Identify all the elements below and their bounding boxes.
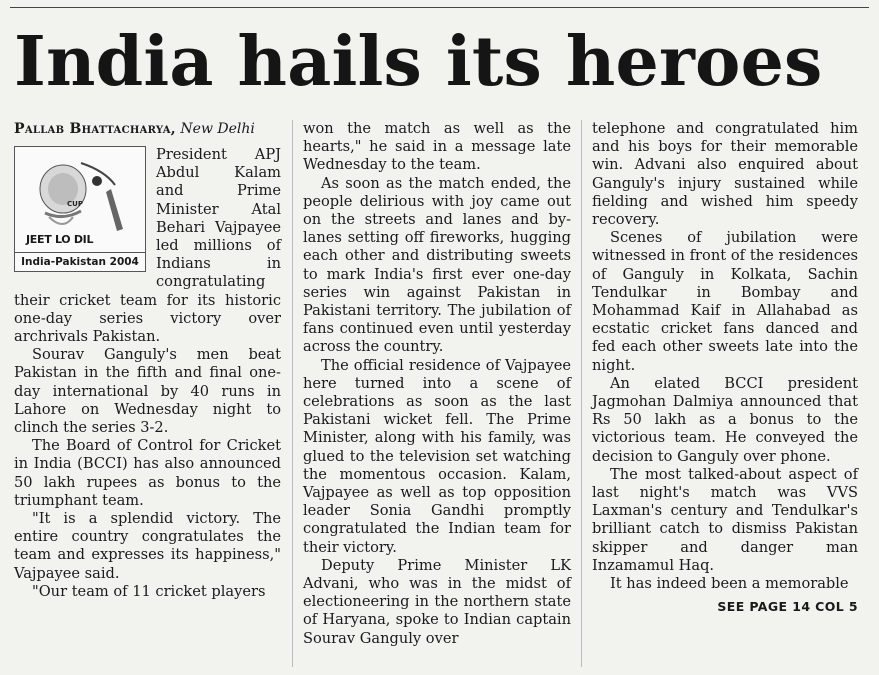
logo-cup-label: CUP [67,200,83,208]
paragraph: The official residence of Vajpayee here turned into a scene of celebrations as soon as the last Pakistani wicket fell. The Prime Minister, along with his family, was glued to the television set watching the momentous occasion. Kalam, Vajpayee as well as top opposition leader Sonia Gandhi promptly congratulated the Indian team for their victory. [303,356,571,556]
article-column-3 [592,120,858,616]
paragraph: won the match as well as the hearts," he said in a message late Wednesday to the team. [303,120,571,174]
paragraph: "Our team of 11 cricket players [32,582,266,600]
paragraph: Deputy Prime Minister LK Advani, who was in the midst of electioneering in the northern state of Haryana, spoke to Indian captain Sourav Ganguly over [303,556,571,647]
paragraph: President APJ Abdul Kalam and Prime Minister Atal Behari Vajpayee led millions of Indians in congratulating their cricket team for its historic one-day series victory over archrivals Pakistan. [14,146,281,346]
paragraph: An elated BCCI president Jagmohan Dalmiya announced that Rs 50 lakh as a bonus to the victorious team. He conveyed the decision to Ganguly over phone. [592,374,858,465]
paragraph: "It is a splendid victory. The entire country congratulates the team and expresses its happiness," Vajpayee said. [14,510,281,582]
column-divider [581,120,582,667]
paragraph: telephone and congratulated him and his boys for their memorable win. Advani also enquired about Ganguly's injury sustained while fielding and wished him speedy recovery. [592,120,858,229]
paragraph: Sourav Ganguly's men beat Pakistan in the fifth and final one-day international by 40 runs in Lahore on Wednesday night to clinch the series 3-2. [14,346,281,437]
byline-location: New Delhi [180,121,255,137]
paragraph: Scenes of jubilation were witnessed in front of the residences of Ganguly in Kolkata, Sachin Tendulkar in Bombay and Mohammad Kaif in Allahabad as ecstatic cricket fans danced and fed each other sweets late into the night. [592,229,858,374]
logo-slogan: JEET LO DIL [26,233,94,246]
article-column-1 [14,120,281,601]
series-logo [14,146,146,272]
byline [14,120,281,138]
paragraph: As soon as the match ended, the people delirious with joy came out on the streets and lanes and by-lanes setting off fireworks, hugging each other and distributing sweets to mark India's first ever one-day series win against Pakistan in Pakistani territory. The jubilation of fans continued even until yesterday across the country. [303,174,571,356]
byline-author: Pallab Bhattacharya, [14,121,176,137]
article-column-2 [303,120,571,648]
continuation-jump-link[interactable]: SEE PAGE 14 COL 5 [717,599,858,615]
paragraph: It has indeed been a memorable [610,575,849,593]
paragraph: The most talked-about aspect of last night's match was VVS Laxman's century and Tendulkar's brilliant catch to dismiss Pakistan skipper and danger man Inzamamul Haq. [592,465,858,574]
paragraph: The Board of Control for Cricket in India (BCCI) has also announced 50 lakh rupees as bonus to the triumphant team. [14,437,281,509]
top-rule [10,7,869,8]
column-divider [292,120,293,667]
headline: India hails its heroes [14,22,823,102]
logo-caption: India-Pakistan 2004 [15,252,145,271]
